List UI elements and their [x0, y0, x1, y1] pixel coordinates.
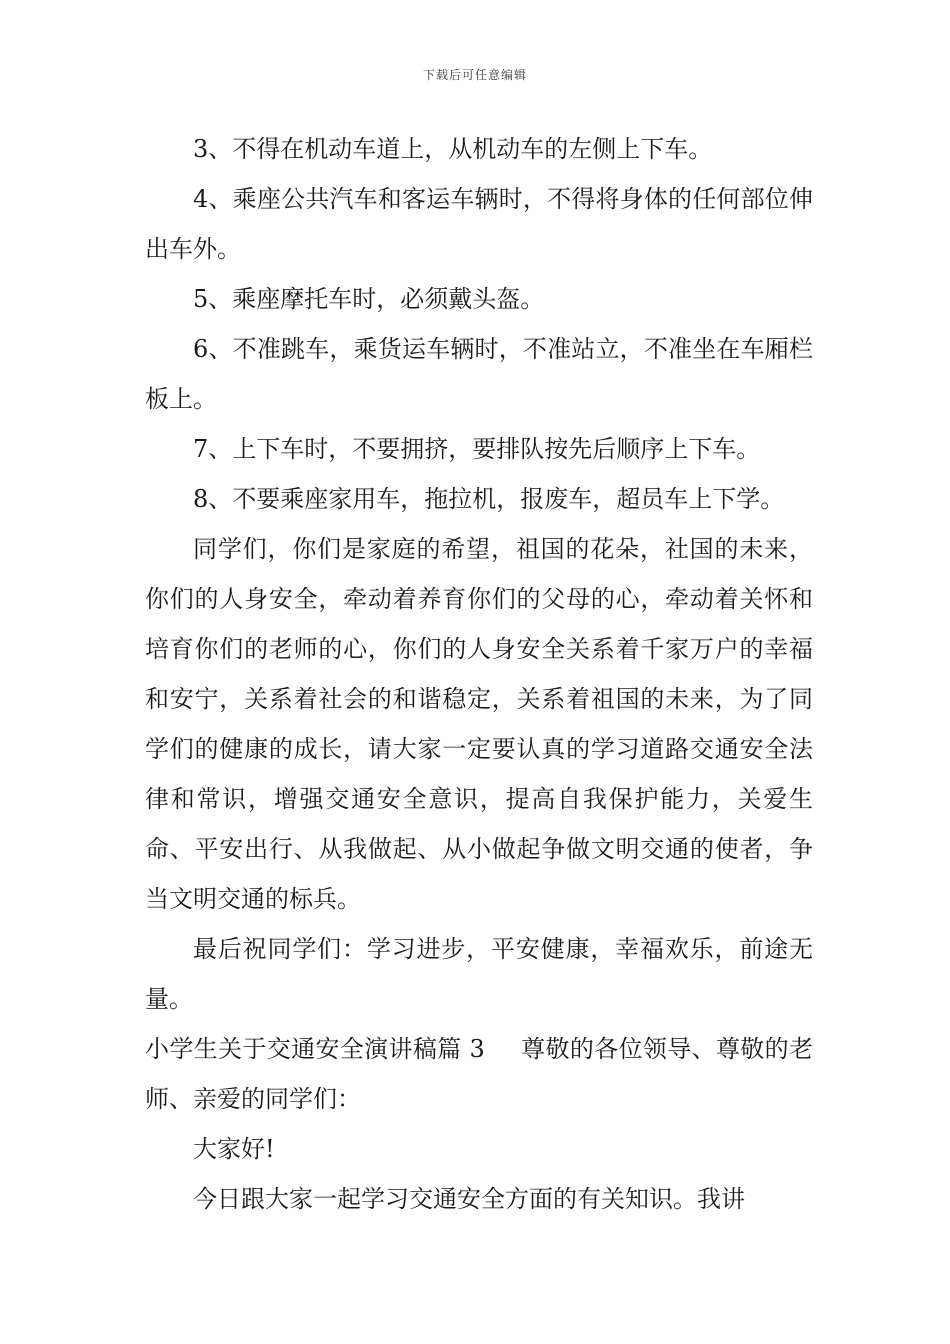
paragraph-rule-4: 4、乘座公共汽车和客运车辆时，不得将身体的任何部位伸出车外。: [145, 185, 813, 263]
paragraph-appeal: 同学们，你们是家庭的希望，祖国的花朵，社国的未来，你们的人身安全，牵动着养育你们的父母的心，牵动着关怀和培育你们的老师的心，你们的人身安全关系着千家万户的幸福和安宁，关系着社会的和谐稳定，关系着祖国的未来，为了同学们的健康的成长，请大家一定要认真的学习道路交通安全法律和常识，增强交通安全意识，提高自我保护能力，关爱生命、平安出行、从我做起、从小做起争做文明交通的使者，争当文明交通的标兵。: [145, 535, 813, 913]
paragraph-rule-5: 5、乘座摩托车时，必须戴头盔。: [193, 285, 545, 313]
paragraph-wishes: 最后祝同学们：学习进步，平安健康，幸福欢乐，前途无量。: [145, 935, 813, 1013]
paragraph-rule-8: 8、不要乘座家用车，拖拉机，报废车，超员车上下学。: [193, 485, 785, 513]
document-body: [145, 124, 813, 1224]
paragraph-intro: 今日跟大家一起学习交通安全方面的有关知识。我讲: [193, 1185, 745, 1213]
paragraph-rule-3: 3、不得在机动车道上，从机动车的左侧上下车。: [193, 135, 713, 163]
section-title: 小学生关于交通安全演讲稿篇 3: [145, 1035, 485, 1063]
paragraph-rule-6: 6、不准跳车，乘货运车辆时，不准站立，不准坐在车厢栏板上。: [145, 335, 813, 413]
section-heading-line: [145, 1024, 813, 1124]
paragraph-rule-7: 7、上下车时，不要拥挤，要排队按先后顺序上下车。: [193, 435, 761, 463]
section-salutation: 尊敬的各位领导、尊敬的老师、亲爱的同学们：: [145, 1035, 813, 1113]
header-note: 下载后可任意编辑: [422, 68, 527, 82]
greeting: 大家好!: [193, 1135, 275, 1163]
